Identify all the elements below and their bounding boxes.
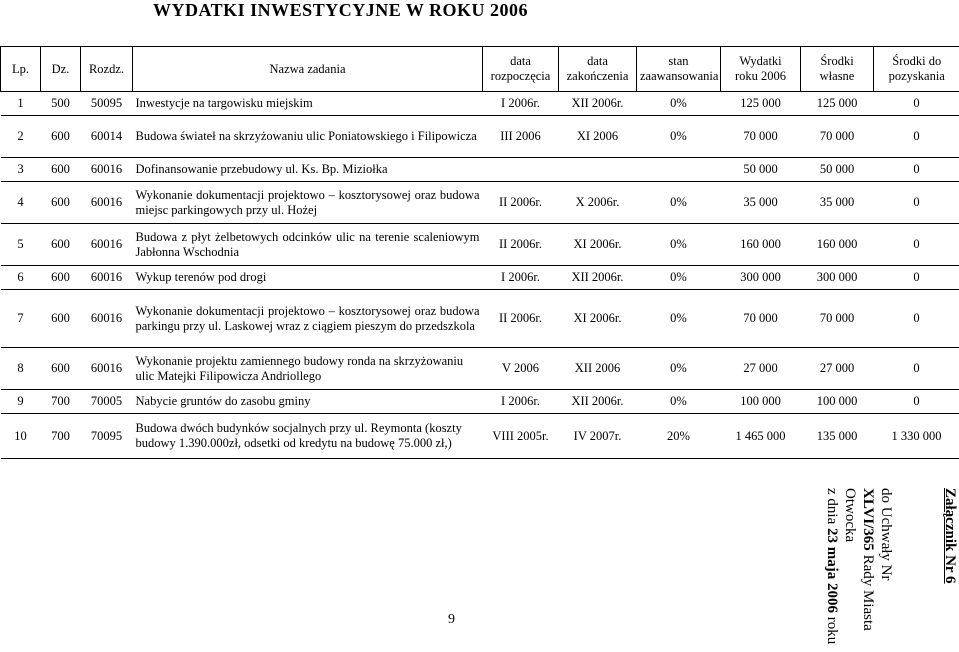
cell-expenses: 70 000 bbox=[721, 290, 801, 348]
cell-external: 0 bbox=[874, 224, 959, 266]
cell-rozdz: 60016 bbox=[81, 348, 133, 390]
table-row bbox=[1, 348, 959, 390]
cell-end: XII 2006r. bbox=[559, 266, 637, 290]
cell-start bbox=[483, 158, 559, 182]
cell-expenses: 35 000 bbox=[721, 182, 801, 224]
cell-own: 70 000 bbox=[801, 290, 874, 348]
cell-rozdz: 60016 bbox=[81, 158, 133, 182]
annex-line-1: do Uchwały Nr bbox=[878, 488, 894, 581]
cell-dz: 600 bbox=[41, 158, 81, 182]
cell-rozdz: 60014 bbox=[81, 116, 133, 158]
cell-progress: 0% bbox=[637, 390, 721, 414]
cell-start: I 2006r. bbox=[483, 266, 559, 290]
cell-start: II 2006r. bbox=[483, 224, 559, 266]
cell-dz: 600 bbox=[41, 266, 81, 290]
cell-lp: 10 bbox=[1, 414, 41, 459]
cell-progress: 0% bbox=[637, 182, 721, 224]
header-stan: stan zaawansowania bbox=[637, 47, 721, 92]
cell-name: Budowa z płyt żelbetowych odcinków ulic na terenie scaleniowym Jabłonna Wschodnia bbox=[133, 224, 483, 266]
header-nazwa: Nazwa zadania bbox=[133, 47, 483, 92]
cell-expenses: 1 465 000 bbox=[721, 414, 801, 459]
cell-end: XI 2006r. bbox=[559, 224, 637, 266]
document-title: WYDATKI INWESTYCYJNE W ROKU 2006 bbox=[153, 0, 529, 20]
table-row bbox=[1, 182, 959, 224]
cell-name: Wykonanie projektu zamiennego budowy ronda na skrzyżowaniu ulic Matejki Filipowicza Andriollego bbox=[133, 348, 483, 390]
header-data-zakonczenia: data zakończenia bbox=[559, 47, 637, 92]
cell-lp: 8 bbox=[1, 348, 41, 390]
cell-end bbox=[559, 158, 637, 182]
cell-progress: 0% bbox=[637, 348, 721, 390]
cell-lp: 6 bbox=[1, 266, 41, 290]
cell-start: V 2006 bbox=[483, 348, 559, 390]
cell-rozdz: 60016 bbox=[81, 266, 133, 290]
annex-title: Załącznik Nr 6 bbox=[942, 488, 958, 584]
cell-progress: 0% bbox=[637, 266, 721, 290]
annex-note bbox=[812, 488, 959, 652]
cell-end: X 2006r. bbox=[559, 182, 637, 224]
cell-expenses: 100 000 bbox=[721, 390, 801, 414]
cell-own: 50 000 bbox=[801, 158, 874, 182]
cell-lp: 2 bbox=[1, 116, 41, 158]
cell-rozdz: 60016 bbox=[81, 224, 133, 266]
cell-lp: 5 bbox=[1, 224, 41, 266]
cell-dz: 600 bbox=[41, 182, 81, 224]
header-rozdz: Rozdz. bbox=[81, 47, 133, 92]
table-row bbox=[1, 390, 959, 414]
cell-end: XI 2006r. bbox=[559, 290, 637, 348]
cell-name: Wykup terenów pod drogi bbox=[133, 266, 483, 290]
cell-dz: 500 bbox=[41, 92, 81, 116]
cell-lp: 9 bbox=[1, 390, 41, 414]
cell-progress bbox=[637, 158, 721, 182]
header-srodki-wlasne: Środki własne bbox=[801, 47, 874, 92]
cell-dz: 600 bbox=[41, 348, 81, 390]
annex-line-4: z dnia 23 maja 2006 roku bbox=[824, 488, 840, 645]
cell-lp: 1 bbox=[1, 92, 41, 116]
cell-own: 27 000 bbox=[801, 348, 874, 390]
cell-progress: 0% bbox=[637, 92, 721, 116]
cell-external: 0 bbox=[874, 158, 959, 182]
cell-end: IV 2007r. bbox=[559, 414, 637, 459]
cell-own: 160 000 bbox=[801, 224, 874, 266]
cell-external: 0 bbox=[874, 92, 959, 116]
table-row bbox=[1, 414, 959, 459]
cell-name: Nabycie gruntów do zasobu gminy bbox=[133, 390, 483, 414]
cell-end: XII 2006 bbox=[559, 348, 637, 390]
investment-table bbox=[0, 46, 959, 459]
cell-rozdz: 60016 bbox=[81, 182, 133, 224]
cell-expenses: 70 000 bbox=[721, 116, 801, 158]
header-dz: Dz. bbox=[41, 47, 81, 92]
cell-own: 70 000 bbox=[801, 116, 874, 158]
cell-lp: 3 bbox=[1, 158, 41, 182]
cell-name: Wykonanie dokumentacji projektowo – kosztorysowej oraz budowa parkingu przy ul. Laskowej wraz z ciągiem pieszym do przedszkola bbox=[133, 290, 483, 348]
cell-start: I 2006r. bbox=[483, 390, 559, 414]
header-wydatki: Wydatki roku 2006 bbox=[721, 47, 801, 92]
cell-external: 0 bbox=[874, 116, 959, 158]
cell-name: Budowa świateł na skrzyżowaniu ulic Poniatowskiego i Filipowicza bbox=[133, 116, 483, 158]
cell-dz: 700 bbox=[41, 390, 81, 414]
cell-rozdz: 60016 bbox=[81, 290, 133, 348]
cell-expenses: 27 000 bbox=[721, 348, 801, 390]
cell-external: 0 bbox=[874, 348, 959, 390]
cell-start: II 2006r. bbox=[483, 290, 559, 348]
cell-own: 100 000 bbox=[801, 390, 874, 414]
cell-dz: 600 bbox=[41, 224, 81, 266]
cell-own: 35 000 bbox=[801, 182, 874, 224]
cell-name: Budowa dwóch budynków socjalnych przy ul. Reymonta (koszty budowy 1.390.000zł, odsetki od kredytu na budowę 75.000 zł,) bbox=[133, 414, 483, 459]
annex-line-3: Otwocka bbox=[842, 488, 858, 543]
cell-lp: 7 bbox=[1, 290, 41, 348]
cell-start: VIII 2005r. bbox=[483, 414, 559, 459]
cell-rozdz: 50095 bbox=[81, 92, 133, 116]
cell-name: Wykonanie dokumentacji projektowo – kosztorysowej oraz budowa miejsc parkingowych przy ul. Hożej bbox=[133, 182, 483, 224]
cell-dz: 600 bbox=[41, 116, 81, 158]
cell-progress: 20% bbox=[637, 414, 721, 459]
cell-external: 0 bbox=[874, 182, 959, 224]
header-row bbox=[1, 47, 959, 92]
cell-external: 1 330 000 bbox=[874, 414, 959, 459]
cell-lp: 4 bbox=[1, 182, 41, 224]
cell-own: 135 000 bbox=[801, 414, 874, 459]
table-row bbox=[1, 224, 959, 266]
cell-own: 300 000 bbox=[801, 266, 874, 290]
header-data-rozpoczecia: data rozpoczęcia bbox=[483, 47, 559, 92]
table-row bbox=[1, 92, 959, 116]
cell-external: 0 bbox=[874, 390, 959, 414]
table-row bbox=[1, 158, 959, 182]
cell-rozdz: 70005 bbox=[81, 390, 133, 414]
cell-own: 125 000 bbox=[801, 92, 874, 116]
cell-progress: 0% bbox=[637, 224, 721, 266]
table-row bbox=[1, 116, 959, 158]
cell-expenses: 160 000 bbox=[721, 224, 801, 266]
cell-progress: 0% bbox=[637, 116, 721, 158]
cell-end: XI 2006 bbox=[559, 116, 637, 158]
page-number: 9 bbox=[448, 612, 455, 627]
cell-external: 0 bbox=[874, 266, 959, 290]
cell-dz: 600 bbox=[41, 290, 81, 348]
cell-rozdz: 70095 bbox=[81, 414, 133, 459]
annex-line-2: XLVI/365 Rady Miasta bbox=[860, 488, 876, 631]
table-row bbox=[1, 290, 959, 348]
cell-expenses: 50 000 bbox=[721, 158, 801, 182]
cell-name: Dofinansowanie przebudowy ul. Ks. Bp. Miziołka bbox=[133, 158, 483, 182]
cell-start: I 2006r. bbox=[483, 92, 559, 116]
cell-end: XII 2006r. bbox=[559, 390, 637, 414]
cell-expenses: 300 000 bbox=[721, 266, 801, 290]
cell-end: XII 2006r. bbox=[559, 92, 637, 116]
table-row bbox=[1, 266, 959, 290]
cell-dz: 700 bbox=[41, 414, 81, 459]
cell-progress: 0% bbox=[637, 290, 721, 348]
cell-start: II 2006r. bbox=[483, 182, 559, 224]
cell-external: 0 bbox=[874, 290, 959, 348]
header-srodki-pozyskania: Środki do pozyskania bbox=[874, 47, 959, 92]
header-lp: Lp. bbox=[1, 47, 41, 92]
cell-start: III 2006 bbox=[483, 116, 559, 158]
cell-name: Inwestycje na targowisku miejskim bbox=[133, 92, 483, 116]
cell-expenses: 125 000 bbox=[721, 92, 801, 116]
